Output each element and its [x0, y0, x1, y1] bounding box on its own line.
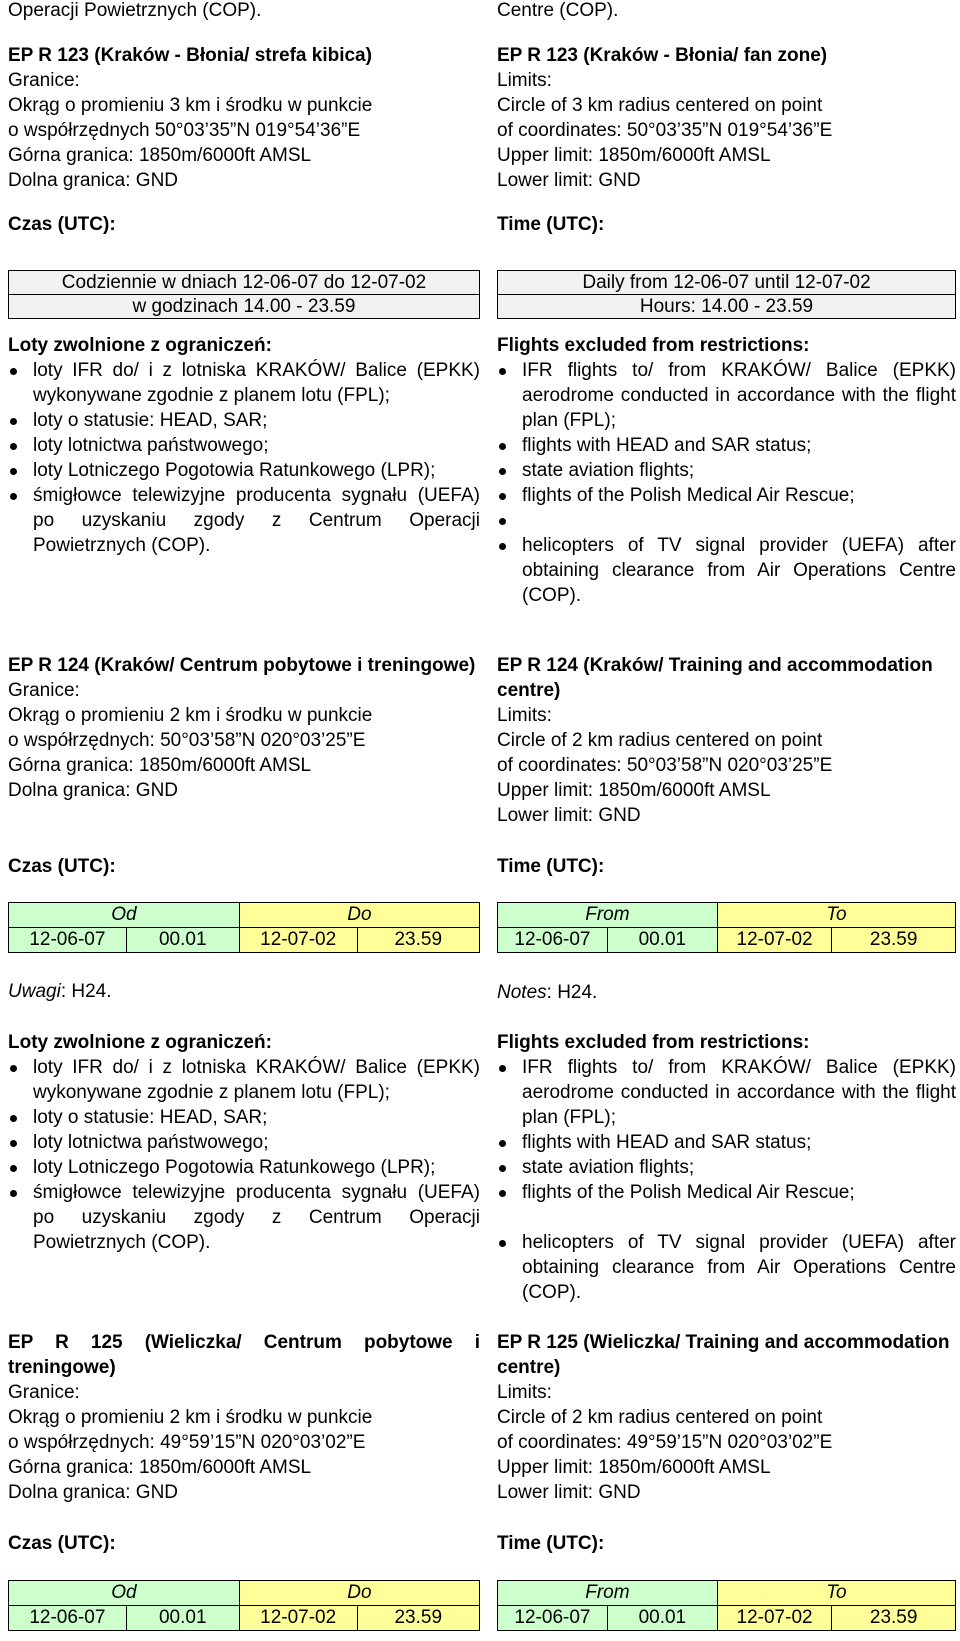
bullet-icon	[499, 1240, 506, 1247]
list-item: IFR flights to/ from KRAKÓW/ Balice (EPKK) aerodrome conducted in accordance with the flight plan (FPL);	[497, 1055, 956, 1130]
list-item-empty	[497, 1205, 956, 1230]
exclusions-list	[8, 358, 480, 558]
bullet-icon	[499, 368, 506, 375]
limit-line: Dolna granica: GND	[8, 170, 179, 191]
from-header: From	[498, 1581, 718, 1606]
time-label: Time (UTC):	[497, 1533, 605, 1554]
from-date: 12-06-07	[9, 1606, 127, 1631]
zone-r124-en	[497, 653, 956, 828]
from-time: 00.01	[607, 1606, 717, 1631]
daily-line: Daily from 12-06-07 until 12-07-02	[498, 271, 956, 295]
bullet-icon	[499, 1165, 506, 1172]
bullet-icon	[10, 1115, 17, 1122]
bullet-icon	[10, 1190, 17, 1197]
limit-line: Górna granica: 1850m/6000ft AMSL	[8, 1457, 312, 1478]
limits-label: Granice:	[8, 680, 80, 701]
top-continuation: Centre (COP).	[497, 0, 619, 21]
to-date: 12-07-02	[239, 1606, 357, 1631]
list-item: śmigłowce telewizyjne producenta sygnału (UEFA) po uzyskaniu zgody z Centrum Operacji Powietrznych (COP).	[8, 1180, 480, 1255]
zone-heading: EP R 123 (Kraków - Błonia/ fan zone)	[497, 45, 828, 66]
limit-line: Lower limit: GND	[497, 170, 641, 191]
exclusions-label: Flights excluded from restrictions:	[497, 335, 810, 356]
from-header: From	[498, 903, 718, 928]
to-header: To	[717, 1581, 955, 1606]
list-item: flights of the Polish Medical Air Rescue;	[497, 483, 956, 508]
list-item: helicopters of TV signal provider (UEFA) after obtaining clearance from Air Operations Centre (COP).	[497, 1230, 956, 1305]
limit-line: Circle of 2 km radius centered on point	[497, 730, 823, 751]
list-item: loty lotnictwa państwowego;	[8, 433, 480, 458]
limits-label: Granice:	[8, 1382, 80, 1403]
exclusions-list	[497, 358, 956, 608]
from-date: 12-06-07	[498, 1606, 608, 1631]
limit-line: Okrąg o promieniu 2 km i środku w punkcie	[8, 705, 373, 726]
to-header: Do	[239, 903, 479, 928]
exclusions-list	[497, 1055, 956, 1305]
time-label: Time (UTC):	[497, 214, 605, 235]
to-date: 12-07-02	[717, 1606, 832, 1631]
list-item: flights of the Polish Medical Air Rescue;	[497, 1180, 956, 1205]
list-item: flights with HEAD and SAR status;	[497, 433, 956, 458]
bullet-icon	[10, 443, 17, 450]
exclusions-label: Flights excluded from restrictions:	[497, 1032, 810, 1053]
notes	[497, 980, 956, 1005]
bullet-icon	[499, 543, 506, 550]
list-item: loty o statusie: HEAD, SAR;	[8, 1105, 480, 1130]
list-item: state aviation flights;	[497, 1155, 956, 1180]
bullet-icon	[499, 493, 506, 500]
from-time: 00.01	[607, 928, 717, 953]
zone-heading: EP R 125 (Wieliczka/ Centrum pobytowe i treningowe)	[8, 1332, 480, 1378]
bullet-icon	[10, 1140, 17, 1147]
limit-line: Upper limit: 1850m/6000ft AMSL	[497, 780, 771, 801]
zone-r125-pl	[8, 1330, 480, 1505]
limit-line: Dolna granica: GND	[8, 1482, 179, 1503]
from-time: 00.01	[126, 928, 239, 953]
bullet-icon	[499, 1140, 506, 1147]
list-item: loty IFR do/ i z lotniska KRAKÓW/ Balice (EPKK) wykonywane zgodnie z planem lotu (FPL);	[8, 358, 480, 408]
limit-line: of coordinates: 50°03’35”N 019°54’36”E	[497, 120, 833, 141]
list-item: helicopters of TV signal provider (UEFA) after obtaining clearance from Air Operations Centre (COP).	[497, 533, 956, 608]
zone-r123-pl	[8, 43, 480, 193]
bullet-icon	[10, 418, 17, 425]
daily-schedule-box	[497, 270, 956, 319]
to-time: 23.59	[832, 1606, 956, 1631]
limit-line: Górna granica: 1850m/6000ft AMSL	[8, 145, 312, 166]
bullet-icon	[499, 1190, 506, 1197]
bullet-icon	[499, 1065, 506, 1072]
limit-line: of coordinates: 50°03’58”N 020°03’25”E	[497, 755, 833, 776]
time-label: Time (UTC):	[497, 856, 605, 877]
list-item: flights with HEAD and SAR status;	[497, 1130, 956, 1155]
from-header: Od	[9, 903, 240, 928]
from-time: 00.01	[126, 1606, 239, 1631]
notes-label: Notes	[497, 982, 547, 1003]
exclusions-label: Loty zwolnione z ograniczeń:	[8, 1032, 272, 1053]
top-continuation: Operacji Powietrznych (COP).	[8, 0, 262, 21]
notes-label: Uwagi	[8, 981, 61, 1002]
zone-heading: EP R 124 (Kraków/ Training and accommodation centre)	[497, 655, 933, 701]
list-item: loty Lotniczego Pogotowia Ratunkowego (LPR);	[8, 1155, 480, 1180]
time-table	[8, 902, 480, 953]
bullet-icon	[499, 468, 506, 475]
to-time: 23.59	[832, 928, 956, 953]
time-label: Czas (UTC):	[8, 856, 116, 877]
limits-label: Granice:	[8, 70, 80, 91]
daily-line: Hours: 14.00 - 23.59	[498, 295, 956, 319]
list-item: state aviation flights;	[497, 458, 956, 483]
notes	[8, 979, 480, 1004]
daily-schedule-box	[8, 270, 480, 319]
to-time: 23.59	[357, 928, 479, 953]
list-item: IFR flights to/ from KRAKÓW/ Balice (EPKK) aerodrome conducted in accordance with the flight plan (FPL);	[497, 358, 956, 433]
limit-line: Upper limit: 1850m/6000ft AMSL	[497, 145, 771, 166]
limit-line: of coordinates: 49°59’15”N 020°03’02”E	[497, 1432, 833, 1453]
notes-value: : H24.	[60, 981, 112, 1002]
limit-line: Lower limit: GND	[497, 1482, 641, 1503]
bullet-icon	[499, 518, 506, 525]
limit-line: Circle of 3 km radius centered on point	[497, 95, 823, 116]
limit-line: o współrzędnych: 49°59’15”N 020°03’02”E	[8, 1432, 366, 1453]
limit-line: Okrąg o promieniu 2 km i środku w punkcie	[8, 1407, 373, 1428]
to-date: 12-07-02	[239, 928, 357, 953]
daily-line: w godzinach 14.00 - 23.59	[9, 295, 480, 319]
limit-line: Okrąg o promieniu 3 km i środku w punkcie	[8, 95, 373, 116]
time-table	[497, 1580, 956, 1631]
to-header: To	[717, 903, 955, 928]
list-item: loty IFR do/ i z lotniska KRAKÓW/ Balice (EPKK) wykonywane zgodnie z planem lotu (FPL);	[8, 1055, 480, 1105]
zone-heading: EP R 124 (Kraków/ Centrum pobytowe i treningowe)	[8, 655, 476, 676]
from-date: 12-06-07	[9, 928, 127, 953]
notes-value: : H24.	[546, 982, 598, 1003]
limit-line: Górna granica: 1850m/6000ft AMSL	[8, 755, 312, 776]
time-label: Czas (UTC):	[8, 1533, 116, 1554]
zone-r125-en	[497, 1330, 956, 1505]
limit-line: Circle of 2 km radius centered on point	[497, 1407, 823, 1428]
list-item: loty lotnictwa państwowego;	[8, 1130, 480, 1155]
bullet-icon	[10, 1065, 17, 1072]
limits-label: Limits:	[497, 70, 552, 91]
limit-line: Lower limit: GND	[497, 805, 641, 826]
exclusions-label: Loty zwolnione z ograniczeń:	[8, 335, 272, 356]
list-item: loty Lotniczego Pogotowia Ratunkowego (LPR);	[8, 458, 480, 483]
limit-line: Dolna granica: GND	[8, 780, 179, 801]
list-item: loty o statusie: HEAD, SAR;	[8, 408, 480, 433]
limit-line: Upper limit: 1850m/6000ft AMSL	[497, 1457, 771, 1478]
time-label: Czas (UTC):	[8, 214, 116, 235]
bullet-icon	[10, 368, 17, 375]
zone-heading: EP R 123 (Kraków - Błonia/ strefa kibica)	[8, 45, 372, 66]
zone-heading: EP R 125 (Wieliczka/ Training and accommodation centre)	[497, 1332, 950, 1378]
to-header: Do	[239, 1581, 479, 1606]
exclusions-list	[8, 1055, 480, 1255]
limit-line: o współrzędnych: 50°03’58”N 020°03’25”E	[8, 730, 366, 751]
zone-r124-pl	[8, 653, 480, 803]
zone-r123-en	[497, 43, 956, 193]
limit-line: o współrzędnych 50°03’35”N 019°54’36”E	[8, 120, 361, 141]
time-table	[497, 902, 956, 953]
to-time: 23.59	[357, 1606, 479, 1631]
list-item-empty	[497, 508, 956, 533]
limits-label: Limits:	[497, 1382, 552, 1403]
to-date: 12-07-02	[717, 928, 832, 953]
bullet-icon	[10, 468, 17, 475]
daily-line: Codziennie w dniach 12-06-07 do 12-07-02	[9, 271, 480, 295]
limits-label: Limits:	[497, 705, 552, 726]
from-date: 12-06-07	[498, 928, 608, 953]
bullet-icon	[499, 443, 506, 450]
bullet-icon	[10, 1165, 17, 1172]
from-header: Od	[9, 1581, 240, 1606]
bullet-icon	[10, 493, 17, 500]
time-table	[8, 1580, 480, 1631]
list-item: śmigłowce telewizyjne producenta sygnału (UEFA) po uzyskaniu zgody z Centrum Operacji Powietrznych (COP).	[8, 483, 480, 558]
